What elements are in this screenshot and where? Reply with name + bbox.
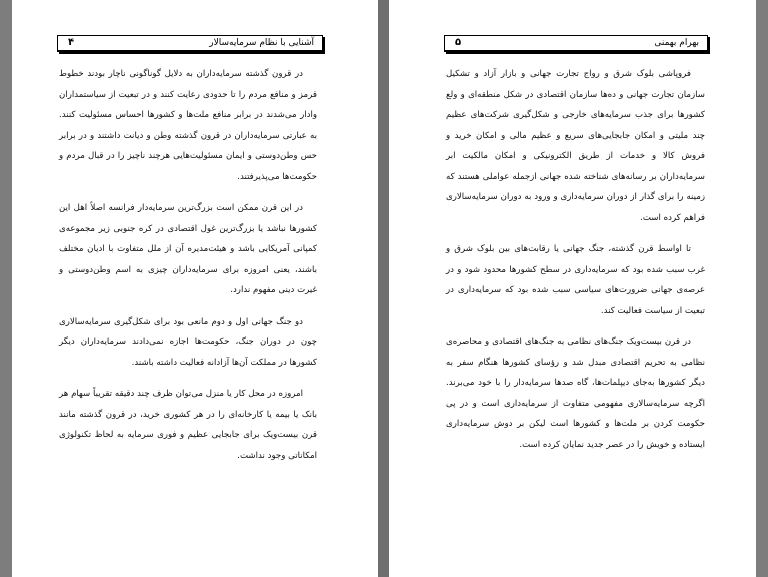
- left-page: [12, 0, 378, 577]
- header-title: آشنایی با نظام سرمایه‌سالار: [209, 38, 314, 48]
- paragraph: تا اواسط قرن گذشته، جنگ جهانی یا رقابت‌های بین بلوک شرق و غرب سبب شده بود که سرمایه‌داری در سطح کشورها محدود شود و در عرصه‌ی جهانی ضرورت‌های سیاسی سبب شده بود که سرمایه‌داری در تبعیت از سیاست فعالیت کند.: [446, 244, 705, 316]
- right-page: [389, 0, 756, 577]
- page-spread-gutter: [378, 0, 389, 577]
- page-number: ۴: [68, 37, 75, 48]
- page-number: ۵: [455, 37, 462, 48]
- viewer-background-right: [756, 0, 768, 577]
- paragraph: در این قرن ممکن است بزرگ‌ترین سرمایه‌دار فرانسه اصلاً اهل این کشورها نباشد یا بزرگ‌ترین غول اقتصادی در کره جنوبی زیر مجموعه‌ی کمپانی آمریکایی باشد و هیئت‌مدیره آن از ملل متفاوت با ادیان مختلف باشند، یعنی امروزه برای سرمایه‌داران چیزی به اسم وطن‌دوستی و غیرت دینی مفهوم ندارد.: [59, 203, 317, 295]
- running-header: [444, 35, 708, 52]
- header-title: بهرام بهمنی: [654, 38, 699, 48]
- paragraph: امروزه در محل کار یا منزل می‌توان ظرف چند دقیقه تقریباً سهام هر بانک یا بیمه یا کارخانه‌ای را در هر کشوری خرید، در قرون گذشته مانند قرن بیست‌ویک برای جابجایی عظیم و فوری سرمایه به لحاظ تکنولوژی امکاناتی وجود نداشت.: [59, 389, 317, 461]
- page-body: [446, 64, 705, 466]
- paragraph: فروپاشی بلوک شرق و رواج تجارت جهانی و بازار آزاد و تشکیل سازمان تجارت جهانی و ده‌ها سازمان اقتصادی در شکل منطقه‌ای و ولع کشورها برای جذب سرمایه‌های خارجی و شکل‌گیری شرکت‌های عظیم چند ملیتی و امکان جابجایی‌های سریع و عظیم مالی و امکان خرید و فروش کالا و خدمات از طریق الکترونیکی و امکان مالکیت ابر سرمایه‌داران بر رسانه‌های شناخته شده جهانی ازجمله عواملی هستند که زمینه را برای گذار از دوران سرمایه‌داری و ورود به دوران سرمایه‌سالاری فراهم کرده است.: [446, 69, 705, 223]
- paragraph: در قرن بیست‌ویک جنگ‌های نظامی به جنگ‌های اقتصادی و محاصره‌ی نظامی به تحریم اقتصادی مبدل شد و رؤسای کشورها هنگام سفر به دیگر کشورها به‌جای دیپلمات‌ها، گاه صدها سرمایه‌دار را با خود می‌برند. اگرچه سرمایه‌سالاری مفهومی متفاوت از سرمایه‌داری است و در پی حکومت کردن بر ملت‌ها و کشورها است لیکن بر دوش سرمایه‌داری ایستاده و خویش را در عصر جدید نمایان کرده است.: [446, 337, 705, 450]
- running-header: [57, 35, 323, 52]
- paragraph: دو جنگ جهانی اول و دوم مانعی بود برای شکل‌گیری سرمایه‌سالاری چون در دوران جنگ، حکومت‌ها اجازه نمی‌دادند سرمایه‌داران دیگر کشورها در مملکت آن‌ها آزادانه فعالیت داشته باشند.: [59, 316, 317, 368]
- page-body: [59, 64, 317, 477]
- viewer-background-left: [0, 0, 12, 577]
- paragraph: در قرون گذشته سرمایه‌داران به دلایل گوناگونی ناچار بودند خطوط قرمز و منافع مردم را تا حدودی رعایت کنند و در تبعیت از سیاستمداران وادار می‌شدند در برابر منافع ملت‌ها و کشورها احساس مسئولیت کنند. به عبارتی سرمایه‌داران در قرون گذشته وطن و دیانت داشتند و در برابر حس وطن‌دوستی و ایمان مسئولیت‌هایی هرچند ناچیز را در قبال مردم و حکومت‌ها می‌پذیرفتند.: [59, 69, 317, 182]
